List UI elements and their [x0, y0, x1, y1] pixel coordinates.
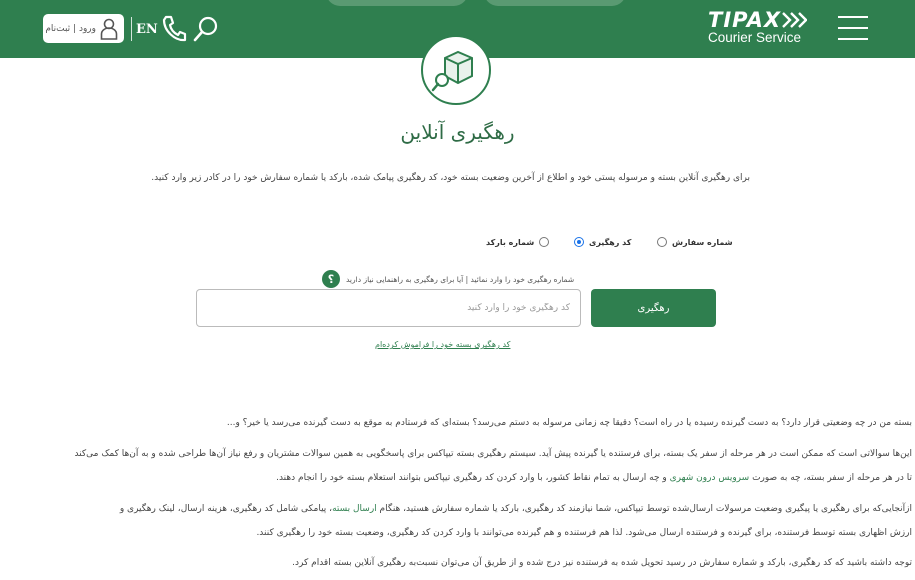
- send-package-link[interactable]: ارسال بسته: [332, 504, 377, 514]
- help-row: [322, 270, 574, 288]
- search-icon[interactable]: [193, 15, 219, 43]
- radio-dot[interactable]: [657, 237, 667, 247]
- forgot-code-link[interactable]: کد رهگیری بسته خود را فراموش کرده‌ام: [375, 340, 511, 349]
- package-search-icon: [420, 34, 492, 106]
- brand-name: TIPAX: [708, 8, 818, 32]
- radio-dot[interactable]: [539, 237, 549, 247]
- tipax-logo[interactable]: [708, 8, 818, 45]
- page-title: رهگیری آنلاین: [400, 120, 515, 144]
- content-paragraph: ازآنجایی‌که برای رهگیری یا پیگیری وضعیت مرسولات ارسال‌شده توسط تیپاکس، شما نیازمند کد رهگیری، بارکد یا شماره سفارش هستید، هنگام ارسال بسته، پیامکی شامل کد رهگیری، هزینه ارسال، لینک رهگیری و ارزش اظهاری بسته توسط فرستنده، برای گیرنده و فرستنده ارسال می‌شود. لذا هم فرستنده و هم گیرنده می‌توانند با وارد کردن کد رهگیری، وضعیت بسته خود را رهگیری کنند.: [119, 504, 912, 538]
- phone-icon[interactable]: [161, 15, 187, 43]
- content-paragraph: بسته من در چه وضعیتی قرار دارد؟ به دست گیرنده رسیده یا در راه است؟ دقیقا چه زمانی مرسوله به دستم می‌رسد؟ بسته‌ای که فرستادم به موقع به دست گیرنده می‌رسد یا خیر؟ و...: [226, 418, 912, 428]
- user-icon: [100, 18, 118, 40]
- chevrons-icon: [781, 11, 807, 29]
- content-paragraph: توجه داشته باشید که کد رهگیری، بارکد و شماره سفارش در رسید تحویل شده به فرستنده نیز درج شده و از طریق آن می‌توان نسبت‌به رهگیری آنلاین بسته اقدام کرد.: [292, 558, 912, 568]
- radio-dot-selected[interactable]: [574, 237, 584, 247]
- language-switch[interactable]: EN: [136, 22, 158, 37]
- nav-tab-ghost[interactable]: [484, 0, 626, 6]
- login-label: ورود | ثبت‌نام: [45, 23, 96, 34]
- intracity-service-link[interactable]: سرویس درون شهری: [669, 473, 750, 483]
- intro-text: برای رهگیری آنلاین بسته و مرسوله پستی خود و اطلاع از آخرین وضعیت بسته خود، کد رهگیری پیامک شده، بارکد یا شماره سفارش خود را در کادر زیر وارد کنید.: [151, 173, 750, 183]
- radio-barcode[interactable]: شماره بارکد: [486, 237, 549, 247]
- login-button[interactable]: [43, 14, 124, 43]
- divider: [131, 17, 132, 41]
- radio-order-number[interactable]: شماره سفارش: [657, 237, 733, 247]
- hamburger-menu-icon[interactable]: [838, 16, 868, 42]
- track-button[interactable]: رهگیری: [591, 289, 716, 327]
- tracking-input[interactable]: [196, 289, 581, 327]
- radio-tracking-code[interactable]: کد رهگیری: [574, 237, 631, 247]
- help-question-icon[interactable]: ؟: [322, 270, 340, 288]
- content-paragraph: این‌ها سوالاتی است که ممکن است در هر مرحله از سفر یک بسته، برای فرستنده یا گیرنده پیش آید. سیستم رهگیری بسته تیپاکس برای پاسخگویی به همین سوالات مشتریان و رفع نیاز آن‌ها طراحی شده و به آن‌ها کمک می‌کند تا در هر مرحله از سفر بسته، چه به صورت سرویس درون شهری و چه ارسال به تمام نقاط کشور، با وارد کردن کد رهگیری تیپاکس بتوانند استعلام بسته خود را انجام دهند.: [74, 449, 912, 483]
- nav-tab-ghost[interactable]: [326, 0, 468, 6]
- brand-subtitle: Courier Service: [708, 30, 802, 45]
- help-text[interactable]: شماره رهگیری خود را وارد نمائید | آیا برای رهگیری به راهنمایی نیاز دارید: [346, 274, 575, 284]
